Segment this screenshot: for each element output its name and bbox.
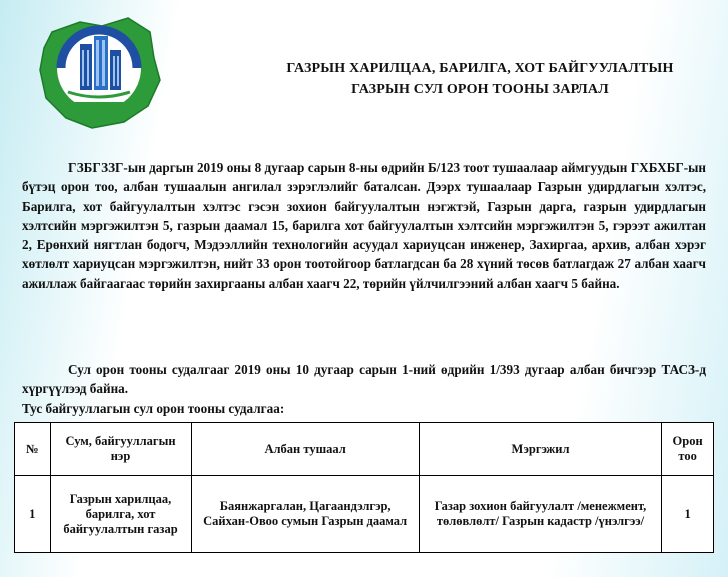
dundgovi-logo-icon [32,10,164,136]
header-number: № [15,423,51,476]
table-caption: Тус байгууллагын сул орон тооны судалгаа: [22,401,285,416]
vacancy-table [14,422,714,553]
cell-count: 1 [662,476,714,553]
header-specialty: Мэргэжил [419,423,661,476]
table-header-row [15,423,714,476]
table-row [15,476,714,553]
cell-specialty: Газар зохион байгуулалт /менежмент, төлөвлөлт/ Газрын кадастр /үнэлгээ/ [419,476,661,553]
cell-number: 1 [15,476,51,553]
title-line-1: ГАЗРЫН ХАРИЛЦАА, БАРИЛГА, ХОТ БАЙГУУЛАЛТЫН [286,61,674,76]
title-line-2: ГАЗРЫН СУЛ ОРОН ТООНЫ ЗАРЛАЛ [351,82,609,97]
header-organization: Сум, байгууллагын нэр [50,423,191,476]
header-count: Орон тоо [662,423,714,476]
survey-paragraph: Сул орон тооны судалгааг 2019 оны 10 дугаар сарын 1-ний өдрийн 1/393 дугаар албан бичгээр ТАСЗ-д хүргүүлээд байна. [22,362,706,397]
cell-position: Баянжаргалан, Цагаандэлгэр, Сайхан-Овоо сумын Газрын даамал [191,476,419,553]
cell-organization: Газрын харилцаа, барилга, хот байгуулалтын газар [50,476,191,553]
header-position: Албан тушаал [191,423,419,476]
announcement-title [250,58,710,100]
intro-paragraph: ГЗБГЗЗГ-ын даргын 2019 оны 8 дугаар сарын 8-ны өдрийн Б/123 тоот тушаалаар аймгуудын ГХБХБГ-ын бүтэц орон тоо, албан тушаалын ангилал зэрэглэлийг баталсан. Дээрх тушаалаар Газрын удирдлагын хэлтэс, Барилга, хот байгуулалтын хэлтэс гэсэн зохион байгуулалтын нэгжтэй, Газрын дарга, газрын удирдлагын хэлтсийн мэргэжилтэн 5, газрын даамал 15, барилга хот байгуулалтын хэлтсийн мэргэжилтэн 5, гэрээт ажилтан 2, Ерөнхий нягтлан бодогч, Мэдээллийн технологийн асуудал хариуцсан инженер, Захиргаа, архив, албан хэрэг хөтлөлт хариуцсан мэргэжилтэн, нийт 33 орон тоотойгоор батлагдсан ба 28 хүний төсөв батлагдаж 27 албан хаагч ажиллаж байгаагаас төрийн захиргааны албан хаагч 22, төрийн үйлчилгээний албан хаагч 5 байна. [22,160,706,291]
